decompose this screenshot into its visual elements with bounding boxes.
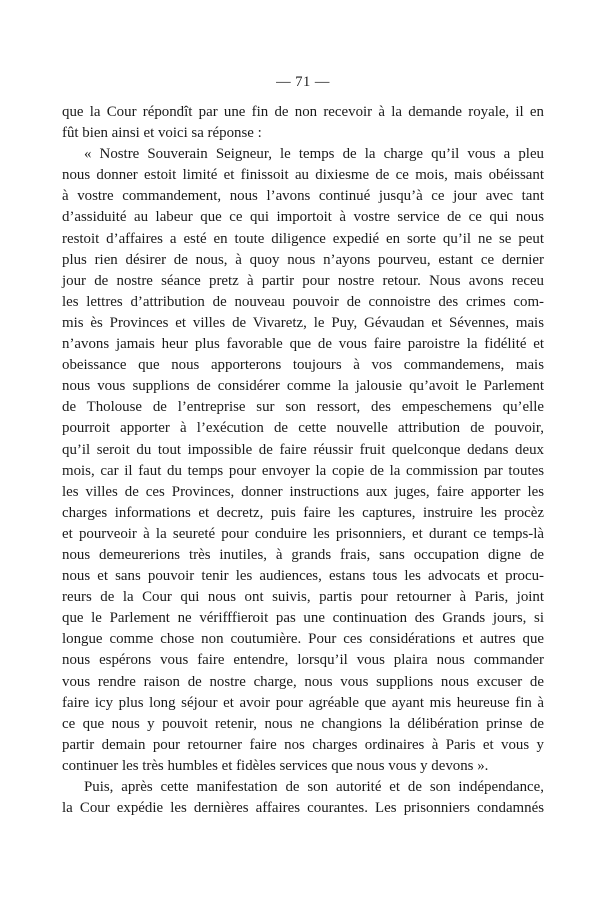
text-line: nous espérons vous faire entendre, lorsqu’il vous plaira nous commander bbox=[62, 652, 544, 669]
text-line: partir demain pour retourner faire nos charges ordinaires à Paris et vous y bbox=[62, 736, 544, 753]
text-line: les villes de ces Provinces, donner instructions aux juges, faire apporter les bbox=[62, 483, 544, 500]
text-line: obeissance que nous apporterons toujours à vos commandemens, mais bbox=[62, 357, 544, 374]
page-number: — 71 — bbox=[276, 74, 330, 90]
text-line: que la Cour répondît par une fin de non recevoir à la demande royale, il en bbox=[62, 104, 544, 120]
text-line: nous et sans pouvoir tenir les audiences, estans tous les advocats et procu- bbox=[62, 568, 544, 585]
text-line: longue comme chose non coutumière. Pour ces considérations et autres que bbox=[62, 631, 544, 648]
text-line: reurs de la Cour qui nous ont suivis, partis pour retourner à Paris, joint bbox=[62, 589, 544, 606]
text-line: nous vous supplions de considérer comme la jalousie qu’avoit le Parlement bbox=[62, 378, 544, 395]
text-line: la Cour expédie les dernières affaires courantes. Les prisonniers condamnés bbox=[62, 800, 544, 817]
text-line: et pourveoir à la seureté pour conduire les prisonniers, et durant ce temps-là bbox=[62, 525, 544, 542]
text-line: jour de nostre séance pretz à partir pour nostre retour. Nous avons receu bbox=[62, 272, 544, 289]
text-line: à vostre commandement, nous l’avons continué jusqu’à ce jour avec tant bbox=[62, 188, 544, 205]
text-line: « Nostre Souverain Seigneur, le temps de la charge qu’il vous a pleu bbox=[84, 146, 544, 163]
text-line: vous rendre raison de nostre charge, nous vous supplions nous excuser de bbox=[62, 673, 544, 690]
page-body bbox=[62, 102, 544, 819]
text-line: Puis, après cette manifestation de son autorité et de son indépendance, bbox=[84, 779, 544, 795]
document-page bbox=[62, 72, 544, 819]
text-line: les lettres d’attribution de nouveau pouvoir de connoistre des crimes com- bbox=[62, 293, 544, 310]
text-line: charges informations et decretz, puis faire les captures, instruire les procèz bbox=[62, 504, 544, 521]
text-line: de Tholouse de l’entreprise sur son ressort, des empeschemens qu’elle bbox=[62, 399, 544, 416]
text-line: d’assiduité au labeur que ce qui importoit à vostre service de ce qui nous bbox=[62, 209, 544, 226]
text-line: nous demeurerions très inutiles, à grands frais, sans occupation digne de bbox=[62, 546, 544, 563]
text-line: restoit d’affaires a esté en toute diligence expedié en sorte qu’il ne se peut bbox=[62, 230, 544, 247]
text-line: plus rien désirer de nous, à quoy nous n’ayons pourveu, estant ce dernier bbox=[62, 251, 544, 268]
paragraph bbox=[62, 777, 544, 819]
paragraph bbox=[62, 102, 544, 144]
text-line: que le Parlement ne vérifffieroit pas une continuation des Grands jours, si bbox=[62, 610, 544, 627]
text-line: pourroit apporter à l’exécution de cette nouvelle attribution de pouvoir, bbox=[62, 420, 544, 437]
text-line: faire icy plus long séjour et avoir pour agréable que ayant mis heureuse fin à bbox=[62, 694, 544, 711]
text-line: fût bien ainsi et voici sa réponse : bbox=[62, 125, 262, 142]
text-line: ce que nous y pouvoit retenir, nous ne changions la délibération prinse de bbox=[62, 715, 544, 732]
paragraph bbox=[62, 144, 544, 777]
text-line: qu’il seroit du tout impossible de faire réussir fruit quelconque dedans deux bbox=[62, 441, 544, 458]
text-line: continuer les très humbles et fidèles services que nous vous y devons ». bbox=[62, 757, 489, 774]
text-line: nous donner estoit limité et finissoit au dixiesme de ce mois, mais obéissant bbox=[62, 167, 544, 184]
text-line: n’avons jamais heur plus favorable que de vous faire paroistre la fidélité et bbox=[62, 336, 544, 353]
text-line: mis ès Provinces et villes de Vivaretz, le Puy, Gévaudan et Sévennes, mais bbox=[62, 314, 544, 331]
text-line: mois, car il faut du temps pour envoyer la copie de la commission par toutes bbox=[62, 462, 544, 479]
